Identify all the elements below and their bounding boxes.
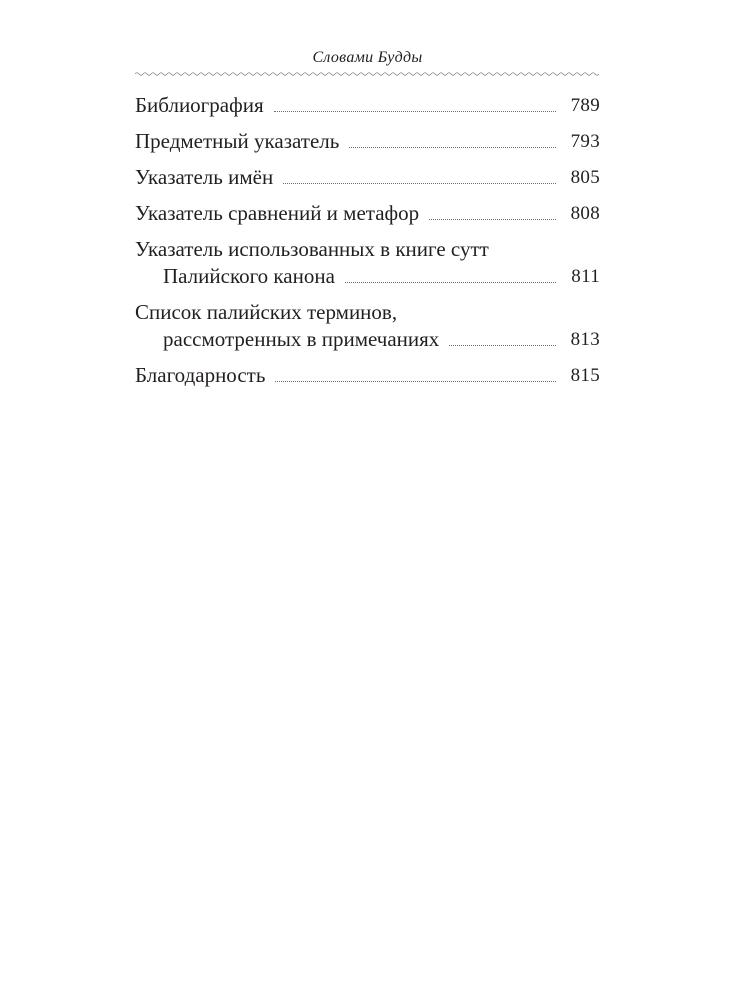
toc-entry-simile-index[interactable] <box>135 200 600 227</box>
toc-entry-title: Указатель сравнений и метафор <box>135 201 420 225</box>
toc-entry-page: 793 <box>570 131 600 152</box>
toc-entry-title: Указатель имён <box>135 165 274 189</box>
toc-entry-title-line2: рассмотренных в примечаниях <box>163 327 440 351</box>
toc-entry-sutta-index[interactable] <box>135 236 600 290</box>
toc-entry-page: 789 <box>570 95 600 116</box>
toc-entry-page: 811 <box>571 266 600 287</box>
toc-entry-pali-terms[interactable] <box>135 299 600 353</box>
toc-entry-title-line2: Палийского канона <box>163 264 335 288</box>
toc-entry-title: Благодарность <box>135 363 266 387</box>
dot-leader <box>349 147 556 148</box>
toc-entry-title: Предметный указатель <box>135 129 340 153</box>
dot-leader <box>345 282 556 283</box>
dot-leader <box>275 381 556 382</box>
toc-entry-subject-index[interactable] <box>135 128 600 155</box>
table-of-contents <box>135 92 600 398</box>
toc-entry-page: 805 <box>570 167 600 188</box>
toc-entry-name-index[interactable] <box>135 164 600 191</box>
decorative-rule <box>135 71 600 77</box>
dot-leader <box>274 111 556 112</box>
toc-entry-page: 815 <box>570 365 600 386</box>
toc-entry-title-line1: Список палийских терминов, <box>135 300 398 324</box>
dot-leader <box>429 219 556 220</box>
toc-entry-bibliography[interactable] <box>135 92 600 119</box>
dot-leader <box>449 345 556 346</box>
toc-entry-title-line1: Указатель использованных в книге сутт <box>135 237 489 261</box>
toc-entry-acknowledgements[interactable] <box>135 362 600 389</box>
toc-entry-title: Библиография <box>135 93 264 117</box>
toc-entry-page: 813 <box>570 329 600 350</box>
dot-leader <box>283 183 556 184</box>
running-head: Словами Будды <box>312 49 423 66</box>
toc-entry-page: 808 <box>570 203 600 224</box>
